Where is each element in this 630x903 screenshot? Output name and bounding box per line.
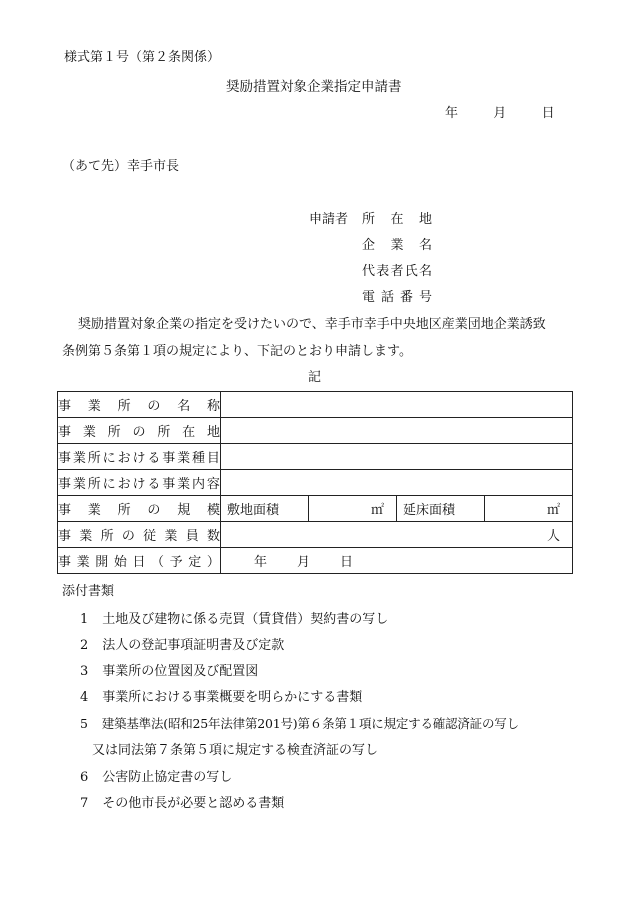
body-text-line-1: 奨励措置対象企業の指定を受けたいので、幸手市幸手中央地区産業団地企業誘致 — [78, 317, 546, 332]
attachment-text: 建築基準法(昭和25年法律第201号)第６条第１項に規定する確認済証の写し — [101, 716, 519, 731]
date-day: 日 — [541, 106, 555, 121]
attachments-heading: 添付書類 — [62, 584, 115, 599]
table-row — [58, 418, 573, 444]
row-label-business-type: 事 業 所 に お け る 事 業 種 目 — [58, 451, 220, 466]
attachment-number: 6 — [80, 770, 89, 785]
table-row — [58, 444, 573, 470]
date-year: 年 — [445, 106, 459, 121]
attachment-number: 5 — [80, 716, 88, 731]
attachment-number: 4 — [80, 690, 89, 705]
business-content-field[interactable] — [221, 470, 573, 496]
applicant-phone-label: 電 話 番 号 — [362, 290, 432, 305]
table-row — [58, 470, 573, 496]
attachment-number: 7 — [80, 796, 89, 811]
site-area-unit: ㎡ — [370, 503, 384, 518]
start-date-year: 年 — [254, 555, 268, 570]
date-line — [445, 106, 555, 122]
body-text-line-2: 条例第５条第１項の規定により、下記のとおり申請します。 — [62, 344, 412, 359]
floor-area-unit: ㎡ — [546, 503, 560, 518]
attachment-5-continuation: 又は同法第７条第５項に規定する検査済証の写し — [92, 743, 379, 758]
attachment-number: 2 — [80, 638, 89, 653]
applicant-label: 申請者 — [309, 212, 349, 227]
row-label-start-date: 事 業 開 始 日 （ 予 定 ） — [58, 555, 220, 570]
site-area-field[interactable] — [309, 496, 397, 522]
attachment-text: 土地及び建物に係る売買（賃貸借）契約書の写し — [102, 612, 389, 627]
office-name-field[interactable] — [221, 392, 573, 418]
floor-area-label: 延床面積 — [397, 496, 485, 522]
row-label-office-address: 事 業 所 の 所 在 地 — [58, 425, 220, 440]
row-label-business-content: 事 業 所 に お け る 事 業 内 容 — [58, 477, 220, 492]
table-row — [58, 496, 573, 522]
business-type-field[interactable] — [221, 444, 573, 470]
attachment-text: 公害防止協定書の写し — [102, 770, 233, 785]
list-item — [80, 664, 258, 680]
start-date-field[interactable] — [221, 548, 573, 574]
table-row — [58, 548, 573, 574]
table-row — [58, 522, 573, 548]
start-date-month: 月 — [297, 555, 311, 570]
list-item — [80, 612, 388, 628]
list-item — [80, 716, 519, 732]
addressee: （あて先）幸手市長 — [62, 159, 180, 174]
site-area-label: 敷地面積 — [221, 496, 309, 522]
attachment-text: 事業所の位置図及び配置図 — [102, 664, 259, 679]
row-label-employees: 事 業 所 の 従 業 員 数 — [58, 529, 220, 544]
office-address-field[interactable] — [221, 418, 573, 444]
attachment-text: 法人の登記事項証明書及び定款 — [102, 638, 285, 653]
list-item — [80, 770, 232, 786]
document-title: 奨励措置対象企業指定申請書 — [226, 79, 402, 95]
employees-field[interactable] — [221, 522, 573, 548]
row-label-office-name: 事 業 所 の 名 称 — [58, 399, 220, 414]
row-label-office-scale: 事 業 所 の 規 模 — [58, 503, 220, 518]
form-number: 様式第１号（第２条関係） — [64, 50, 221, 65]
list-item — [80, 690, 362, 706]
list-item — [80, 638, 284, 654]
applicant-address-label: 所 在 地 — [362, 212, 432, 227]
applicant-representative-label: 代 表 者 氏 名 — [362, 264, 432, 279]
employees-unit: 人 — [546, 529, 560, 544]
date-month: 月 — [493, 106, 507, 121]
attachment-number: 3 — [80, 664, 89, 679]
start-date-day: 日 — [340, 555, 354, 570]
attachment-text: その他市長が必要と認める書類 — [102, 796, 285, 811]
table-row — [58, 392, 573, 418]
applicant-company-label: 企 業 名 — [362, 238, 432, 253]
ki-marker: 記 — [308, 370, 322, 385]
floor-area-field[interactable] — [485, 496, 573, 522]
application-table — [57, 391, 573, 574]
attachment-number: 1 — [80, 612, 89, 627]
attachment-text: 事業所における事業概要を明らかにする書類 — [102, 690, 363, 705]
list-item — [80, 796, 284, 812]
